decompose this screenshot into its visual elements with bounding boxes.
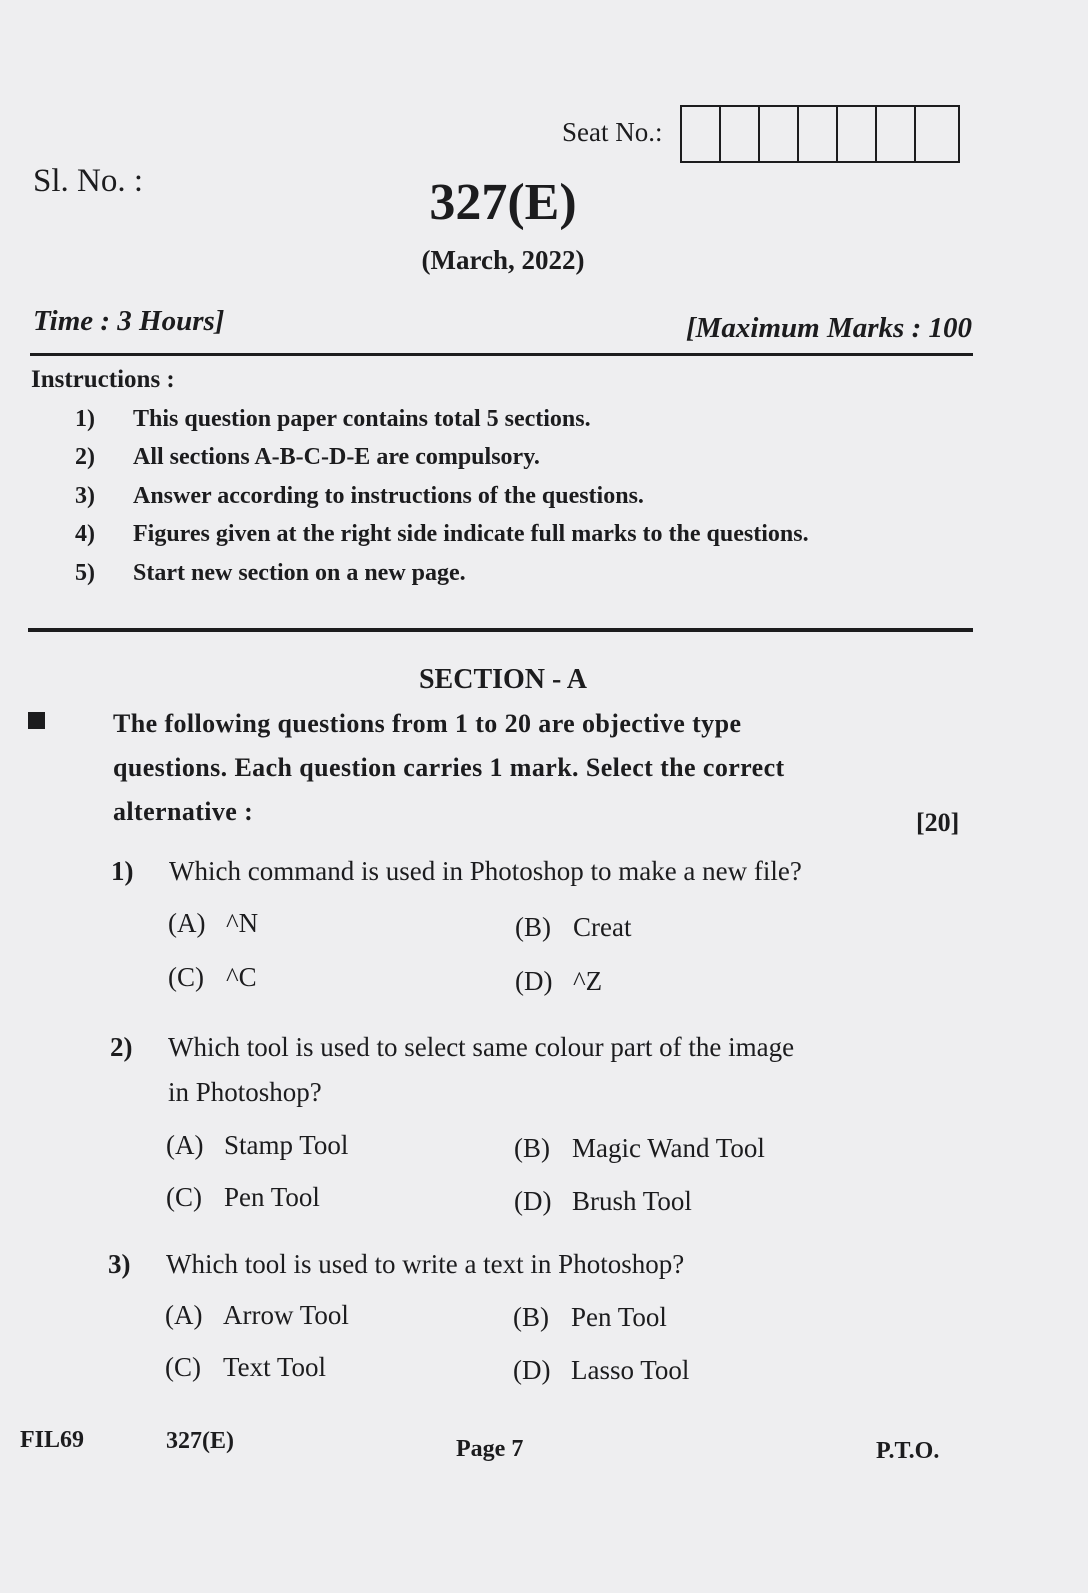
option-label: (D) (514, 1186, 552, 1216)
option-a[interactable] (168, 908, 258, 939)
instruction-item (75, 477, 995, 516)
seat-box-cell[interactable] (838, 107, 877, 161)
header-divider (30, 353, 973, 356)
instruction-number: 4) (75, 521, 95, 548)
section-divider (28, 628, 973, 632)
option-text: Lasso Tool (571, 1355, 690, 1385)
option-b[interactable] (513, 1302, 667, 1333)
option-label: (C) (166, 1182, 202, 1212)
option-a[interactable] (165, 1300, 349, 1331)
option-text: ^Z (573, 966, 603, 996)
option-text: ^C (226, 962, 257, 992)
option-label: (A) (168, 908, 206, 938)
question-number: 2) (110, 1032, 133, 1062)
exam-date: (March, 2022) (421, 245, 585, 275)
footer-page-number: Page 7 (456, 1436, 524, 1462)
option-d[interactable] (515, 966, 602, 997)
option-a[interactable] (166, 1130, 348, 1161)
square-bullet-icon (28, 712, 45, 729)
seat-number-label: Seat No.: (562, 117, 663, 147)
section-description: The following questions from 1 to 20 are objective type questions. Each question carries 1 mark. Select the correct alternative : (113, 709, 785, 826)
footer-paper-code: 327(E) (166, 1428, 234, 1454)
instruction-item (75, 400, 995, 439)
instruction-text: All sections A-B-C-D-E are compulsory. (133, 444, 540, 471)
instructions-list (75, 400, 995, 593)
option-label: (C) (168, 962, 204, 992)
footer-code: FIL69 (20, 1427, 85, 1453)
option-label: (A) (165, 1300, 203, 1330)
seat-box-cell[interactable] (760, 107, 799, 161)
option-text: Text Tool (223, 1352, 326, 1382)
instruction-item (75, 516, 995, 555)
option-c[interactable] (166, 1182, 320, 1213)
instruction-text: This question paper contains total 5 sections. (133, 405, 591, 432)
section-marks: [20] (916, 808, 960, 837)
question-3 (108, 1249, 684, 1280)
option-label: (D) (513, 1355, 551, 1385)
option-label: (B) (514, 1133, 550, 1163)
question-text: Which tool is used to write a text in Photoshop? (166, 1249, 685, 1279)
maximum-marks: [Maximum Marks : 100 (685, 312, 972, 344)
question-2 (110, 1032, 794, 1063)
question-number: 3) (108, 1249, 131, 1279)
question-1 (111, 856, 802, 887)
instruction-number: 5) (75, 559, 95, 586)
footer-pto: P.T.O. (876, 1438, 940, 1464)
option-label: (B) (513, 1302, 549, 1332)
option-text: Creat (573, 912, 632, 942)
option-d[interactable] (513, 1355, 689, 1386)
instruction-number: 3) (75, 482, 95, 509)
instruction-text: Start new section on a new page. (133, 559, 466, 586)
option-b[interactable] (515, 912, 631, 943)
instruction-text: Answer according to instructions of the questions. (133, 482, 644, 509)
instruction-item (75, 439, 995, 478)
option-text: Pen Tool (224, 1182, 320, 1212)
option-label: (D) (515, 966, 553, 996)
option-c[interactable] (168, 962, 257, 993)
option-label: (C) (165, 1352, 201, 1382)
option-b[interactable] (514, 1133, 765, 1164)
seat-box-cell[interactable] (877, 107, 916, 161)
serial-number-label: Sl. No. : (33, 163, 144, 199)
seat-box-cell[interactable] (721, 107, 760, 161)
seat-box-cell[interactable] (682, 107, 721, 161)
option-d[interactable] (514, 1186, 692, 1217)
seat-box-cell[interactable] (799, 107, 838, 161)
time-allowed: Time : 3 Hours] (33, 305, 225, 337)
question-number: 1) (111, 856, 134, 886)
instructions-heading: Instructions : (31, 366, 175, 393)
seat-number-boxes[interactable] (680, 105, 960, 163)
question-text: Which tool is used to select same colour part of the image (168, 1032, 795, 1062)
option-text: Magic Wand Tool (572, 1133, 765, 1163)
seat-box-cell[interactable] (916, 107, 958, 161)
option-c[interactable] (165, 1352, 326, 1383)
instruction-number: 2) (75, 444, 95, 471)
option-label: (A) (166, 1130, 204, 1160)
option-text: ^N (226, 908, 259, 938)
section-title: SECTION - A (418, 664, 588, 695)
option-text: Brush Tool (572, 1186, 692, 1216)
instruction-number: 1) (75, 405, 95, 432)
option-text: Stamp Tool (224, 1130, 349, 1160)
option-label: (B) (515, 912, 551, 942)
option-text: Pen Tool (571, 1302, 667, 1332)
question-text: Which command is used in Photoshop to make a new file? (169, 856, 802, 886)
instruction-text: Figures given at the right side indicate full marks to the questions. (133, 521, 809, 548)
paper-code: 327(E) (429, 174, 577, 231)
question-2-continued: in Photoshop? (168, 1077, 322, 1107)
instruction-item (75, 554, 995, 593)
option-text: Arrow Tool (223, 1300, 349, 1330)
